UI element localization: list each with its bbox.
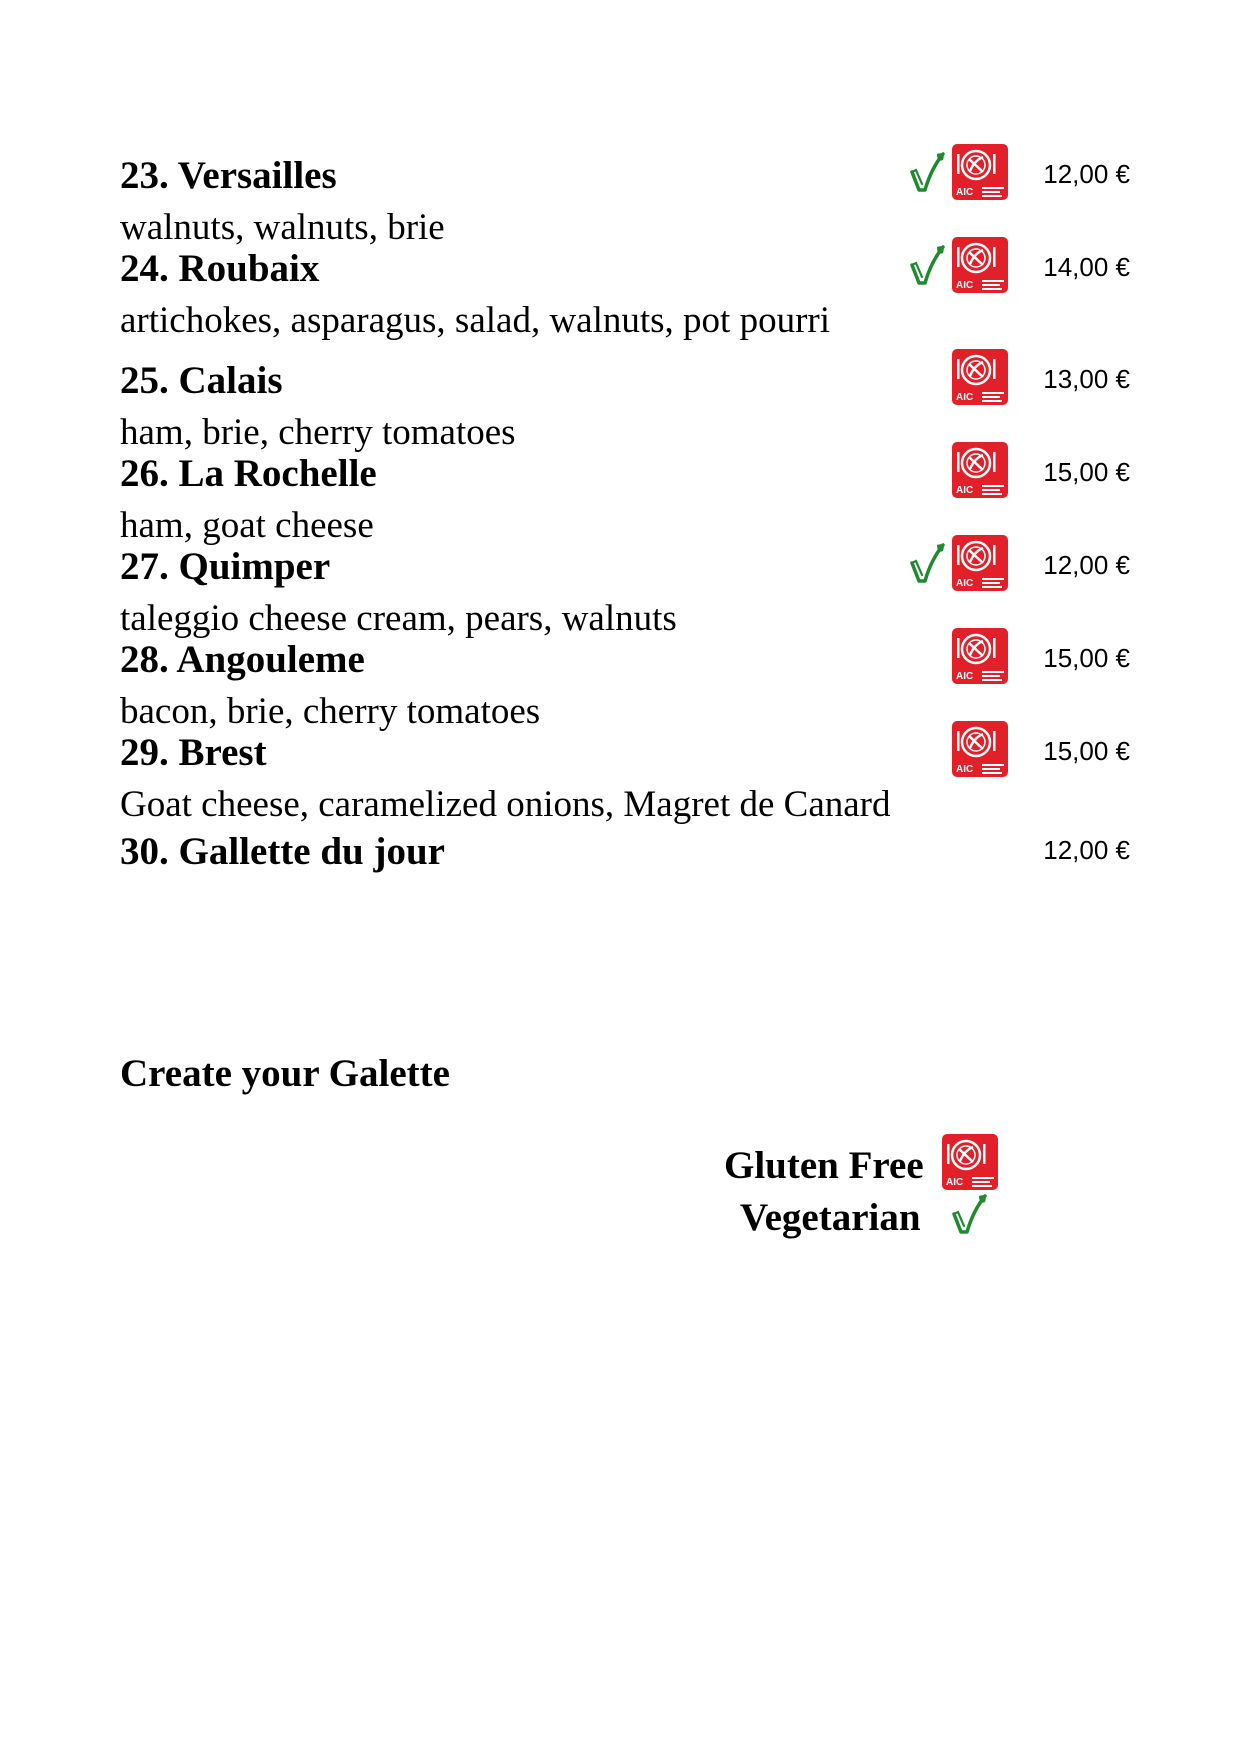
gluten-free-badge-text: AIC: [956, 186, 974, 198]
item-title: 27. Quimper: [120, 545, 331, 588]
gluten-free-aic-icon: [952, 442, 1008, 498]
item-title: 24. Roubaix: [120, 247, 320, 290]
menu-item: [120, 243, 1130, 347]
item-description: bacon, brie, cherry tomatoes: [120, 691, 541, 732]
item-title: 25. Calais: [120, 359, 283, 402]
item-icons: [908, 144, 1008, 204]
gluten-free-badge-text: AIC: [956, 763, 974, 775]
item-icons: [952, 721, 1008, 781]
item-description: walnuts, walnuts, brie: [120, 207, 445, 248]
item-description: ham, brie, cherry tomatoes: [120, 412, 516, 453]
item-price: 15,00 €: [1043, 457, 1130, 487]
item-icons: [908, 535, 1008, 595]
item-price: 12,00 €: [1043, 835, 1130, 865]
gluten-free-aic-icon: [952, 144, 1008, 200]
vegetarian-icon-slot: [950, 1192, 988, 1241]
gluten-free-badge-text: AIC: [956, 577, 974, 589]
item-description: artichokes, asparagus, salad, walnuts, pot pourri: [120, 300, 831, 341]
item-price: 13,00 €: [1043, 364, 1130, 394]
item-description: taleggio cheese cream, pears, walnuts: [120, 598, 677, 639]
gluten-free-aic-icon: [942, 1134, 998, 1190]
item-icons: [952, 349, 1008, 409]
item-price: 12,00 €: [1043, 159, 1130, 189]
gluten-free-badge-text: AIC: [956, 391, 974, 403]
gluten-free-aic-icon: [952, 237, 1008, 293]
item-title: 23. Versailles: [120, 154, 337, 197]
item-description: ham, goat cheese: [120, 505, 374, 546]
galette-menu: [120, 150, 1130, 878]
item-price: 15,00 €: [1043, 736, 1130, 766]
item-price: 15,00 €: [1043, 643, 1130, 673]
item-icons: [952, 628, 1008, 688]
gluten-free-aic-icon: [952, 628, 1008, 684]
item-icons: [908, 237, 1008, 297]
legend-gluten-free-label: Gluten Free: [724, 1144, 924, 1187]
gluten-free-badge-text: AIC: [956, 484, 974, 496]
vegetarian-icon-slot: [908, 541, 946, 590]
dietary-legend: [700, 1140, 1020, 1244]
gluten-free-icon-slot: [952, 144, 1008, 205]
gluten-free-aic-icon: [952, 349, 1008, 405]
legend-vegetarian: [700, 1192, 1020, 1244]
gluten-free-icon-slot: [942, 1134, 998, 1195]
item-title: 26. La Rochelle: [120, 452, 377, 495]
gluten-free-icon-slot: [952, 721, 1008, 782]
gluten-free-badge-text: AIC: [946, 1177, 964, 1188]
vegetarian-leaf-icon: [908, 243, 946, 287]
gluten-free-icon-slot: [952, 535, 1008, 596]
vegetarian-leaf-icon: [908, 150, 946, 194]
legend-vegetarian-label: Vegetarian: [740, 1196, 921, 1239]
vegetarian-icon-slot: [908, 150, 946, 199]
item-title: 29. Brest: [120, 731, 267, 774]
item-icons: [952, 442, 1008, 502]
item-description: Goat cheese, caramelized onions, Magret de Canard: [120, 784, 891, 825]
gluten-free-aic-icon: [952, 535, 1008, 591]
vegetarian-icon-slot: [908, 243, 946, 292]
item-price: 12,00 €: [1043, 550, 1130, 580]
gluten-free-badge-text: AIC: [956, 670, 974, 682]
legend-gluten-free: [700, 1140, 1020, 1192]
gluten-free-aic-icon: [952, 721, 1008, 777]
menu-item: [120, 826, 1130, 878]
gluten-free-icon-slot: [952, 349, 1008, 410]
item-price: 14,00 €: [1043, 252, 1130, 282]
item-title: 28. Angouleme: [120, 638, 365, 681]
vegetarian-leaf-icon: [950, 1192, 988, 1236]
gluten-free-badge-text: AIC: [956, 279, 974, 291]
gluten-free-icon-slot: [952, 237, 1008, 298]
gluten-free-icon-slot: [952, 442, 1008, 503]
vegetarian-leaf-icon: [908, 541, 946, 585]
create-galette-heading: Create your Galette: [120, 1052, 450, 1095]
gluten-free-icon-slot: [952, 628, 1008, 689]
menu-item: [120, 727, 1130, 831]
item-title: 30. Gallette du jour: [120, 830, 445, 873]
